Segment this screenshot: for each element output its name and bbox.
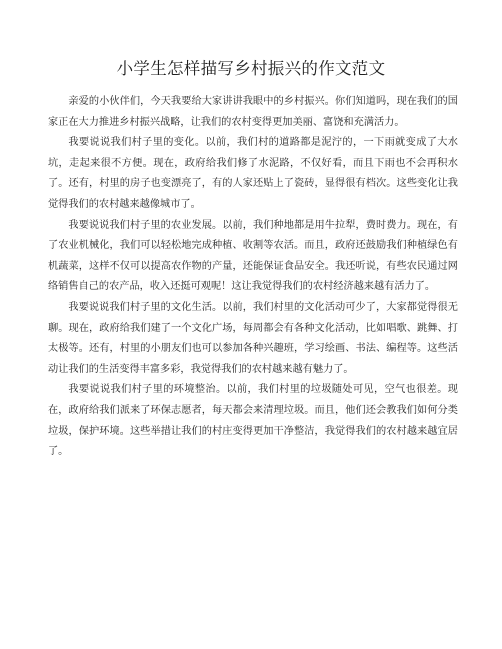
paragraph-agriculture: 我要说说我们村子里的农业发展。以前，我们种地都是用牛拉犁，费时费力。现在，有了农业机械化，我们可以轻松地完成种植、收割等农活。而且，政府还鼓励我们种植绿色有机蔬菜，这样不仅可以提高农作物的产量，还能保证食品安全。我还听说，有些农民通过网络销售自己的农产品，收入还挺可观呢！这让我觉得我们的农村经济越来越有活力了。	[48, 219, 458, 293]
document-title: 小学生怎样描写乡村振兴的作文范文	[116, 59, 386, 78]
paragraph-intro: 亲爱的小伙伴们，今天我要给大家讲讲我眼中的乡村振兴。你们知道吗，现在我们的国家正在大力推进乡村振兴战略，让我们的农村变得更加美丽、富饶和充满活力。	[48, 96, 458, 128]
document-body	[48, 92, 458, 463]
paragraph-environment: 我要说说我们村子里的环境整治。以前，我们村里的垃圾随处可见，空气也很差。现在，政府给我们派来了环保志愿者，每天都会来清理垃圾。而且，他们还会教我们如何分类垃圾，保护环境。这些举措让我们的村庄变得更加干净整洁，我觉得我们的农村越来越宜居了。	[48, 384, 458, 458]
paragraph-culture: 我要说说我们村子里的文化生活。以前，我们村里的文化活动可少了，大家都觉得很无聊。现在，政府给我们建了一个文化广场，每周都会有各种文化活动，比如唱歌、跳舞、打太极等。还有，村里的小朋友们也可以参加各种兴趣班，学习绘画、书法、编程等。这些活动让我们的生活变得丰富多彩，我觉得我们的农村越来越有魅力了。	[48, 301, 458, 375]
paragraph-village-changes: 我要说说我们村子里的变化。以前，我们村的道路都是泥泞的，一下雨就变成了大水坑，走起来很不方便。现在，政府给我们修了水泥路，不仅好看，而且下雨也不会再积水了。还有，村里的房子也变漂亮了，有的人家还贴上了瓷砖，显得很有档次。这些变化让我觉得我们的农村越来越像城市了。	[48, 137, 458, 210]
